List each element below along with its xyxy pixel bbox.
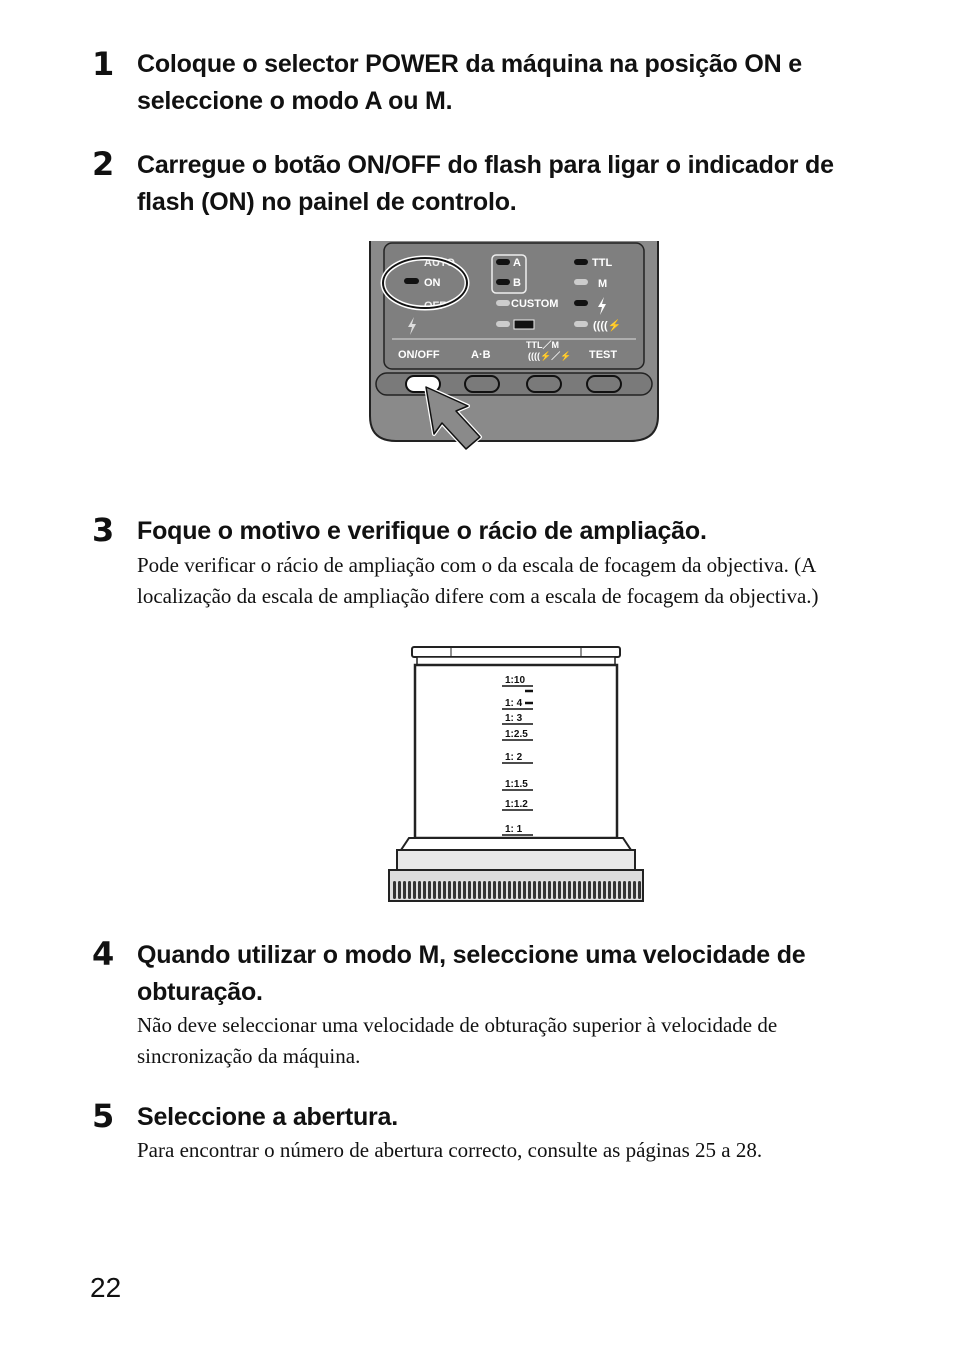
grip-ridge <box>463 881 466 899</box>
indicator-auto: AUTO <box>424 257 455 269</box>
grip-ridge <box>438 881 441 899</box>
step-2-number: 2 <box>92 145 115 183</box>
scale-label: 1:1.2 <box>505 799 528 810</box>
grip-ridge <box>498 881 501 899</box>
grip-ridge <box>618 881 621 899</box>
grip-ridge <box>453 881 456 899</box>
page-number: 22 <box>90 1272 122 1303</box>
grip-ridge <box>408 881 411 899</box>
scale-label: 1: 3 <box>505 713 523 724</box>
grip-ridge <box>623 881 626 899</box>
multi-flash-icon: ((((⚡ <box>593 320 622 332</box>
step-5-number: 5 <box>92 1097 115 1135</box>
indicator-m: M <box>598 278 608 290</box>
scale-label: 1: 2 <box>505 752 523 763</box>
grip-ridge <box>593 881 596 899</box>
step-5-title: Seleccione a abertura. <box>137 1103 399 1131</box>
grip-ridge <box>553 881 556 899</box>
grip-ridge <box>628 881 631 899</box>
label-ab: A·B <box>471 349 491 361</box>
scale-label: 1: 4 <box>505 698 523 709</box>
indicator-on: ON <box>424 277 441 289</box>
grip-ridge <box>568 881 571 899</box>
indicator-custom: CUSTOM <box>511 298 559 310</box>
grip-ridge <box>583 881 586 899</box>
grip-ridge <box>573 881 576 899</box>
step-1-number: 1 <box>92 45 115 83</box>
grip-ridge <box>563 881 566 899</box>
on-led <box>404 278 419 284</box>
grip-ridge <box>393 881 396 899</box>
label-ttl-m: TTL／M <box>526 340 559 350</box>
grip-ridge <box>398 881 401 899</box>
ttl-m-button[interactable] <box>527 376 561 392</box>
grip-ridge <box>448 881 451 899</box>
label-multi: ((((⚡／⚡ <box>528 351 572 361</box>
flash-control-panel-illustration <box>368 241 660 451</box>
grip-ridge <box>588 881 591 899</box>
grip-ridge <box>538 881 541 899</box>
indicator-a: A <box>513 257 521 269</box>
label-test: TEST <box>589 349 618 361</box>
indicator-ttl: TTL <box>592 257 613 269</box>
grip-ridge <box>433 881 436 899</box>
grip-ridge <box>473 881 476 899</box>
grip-ridge <box>488 881 491 899</box>
grip-ridge <box>418 881 421 899</box>
grip-ridge <box>548 881 551 899</box>
step-4-title: Quando utilizar o modo M, seleccione uma velocidade de obturação. <box>137 941 806 1006</box>
grip-ridge <box>528 881 531 899</box>
grip-ridge <box>413 881 416 899</box>
step-4-body: Não deve seleccionar uma velocidade de obturação superior à velocidade de sincronização da máquina. <box>137 1013 778 1068</box>
grip-ridge <box>508 881 511 899</box>
grip-ridge <box>493 881 496 899</box>
grip-ridge <box>603 881 606 899</box>
scale-label: 1:2.5 <box>505 729 528 740</box>
grip-ridge <box>423 881 426 899</box>
battery-icon <box>514 320 534 329</box>
grip-ridge <box>458 881 461 899</box>
step-5-body: Para encontrar o número de abertura correcto, consulte as páginas 25 a 28. <box>137 1138 763 1162</box>
indicator-off: OFF <box>424 300 446 312</box>
grip-ridge <box>443 881 446 899</box>
step-1-title: Coloque o selector POWER da máquina na posição ON e seleccione o modo A ou M. <box>137 50 802 115</box>
indicator-b: B <box>513 277 521 289</box>
grip-ridge <box>478 881 481 899</box>
grip-ridge <box>608 881 611 899</box>
grip-ridge <box>468 881 471 899</box>
step-3-body: Pode verificar o rácio de ampliação com o da escala de focagem da objectiva. (A localização da escala de ampliação difere com a escala de focagem da objectiva.) <box>137 553 819 608</box>
scale-label: 1: 1 <box>505 824 523 835</box>
grip-ridge <box>543 881 546 899</box>
scale-label: 1:10 <box>505 675 526 686</box>
grip-ridge <box>638 881 641 899</box>
test-button[interactable] <box>587 376 621 392</box>
step-2-title: Carregue o botão ON/OFF do flash para ligar o indicador de flash (ON) no painel de controlo. <box>137 151 834 216</box>
step-4-number: 4 <box>92 935 115 973</box>
grip-ridge <box>503 881 506 899</box>
step-3-number: 3 <box>92 511 115 549</box>
grip-ridge <box>483 881 486 899</box>
scale-label: 1:1.5 <box>505 779 528 790</box>
grip-ridge <box>428 881 431 899</box>
grip-ridge <box>633 881 636 899</box>
grip-ridge <box>598 881 601 899</box>
grip-ridge <box>403 881 406 899</box>
grip-ridge <box>558 881 561 899</box>
grip-ridge <box>518 881 521 899</box>
grip-ridge <box>578 881 581 899</box>
label-on-off: ON/OFF <box>398 349 440 361</box>
grip-ridge <box>513 881 516 899</box>
grip-ridge <box>533 881 536 899</box>
grip-ridge <box>613 881 616 899</box>
lens-magnification-scale-illustration <box>385 645 647 905</box>
grip-ridge <box>523 881 526 899</box>
ab-button[interactable] <box>465 376 499 392</box>
step-3-title: Foque o motivo e verifique o rácio de ampliação. <box>137 517 707 545</box>
